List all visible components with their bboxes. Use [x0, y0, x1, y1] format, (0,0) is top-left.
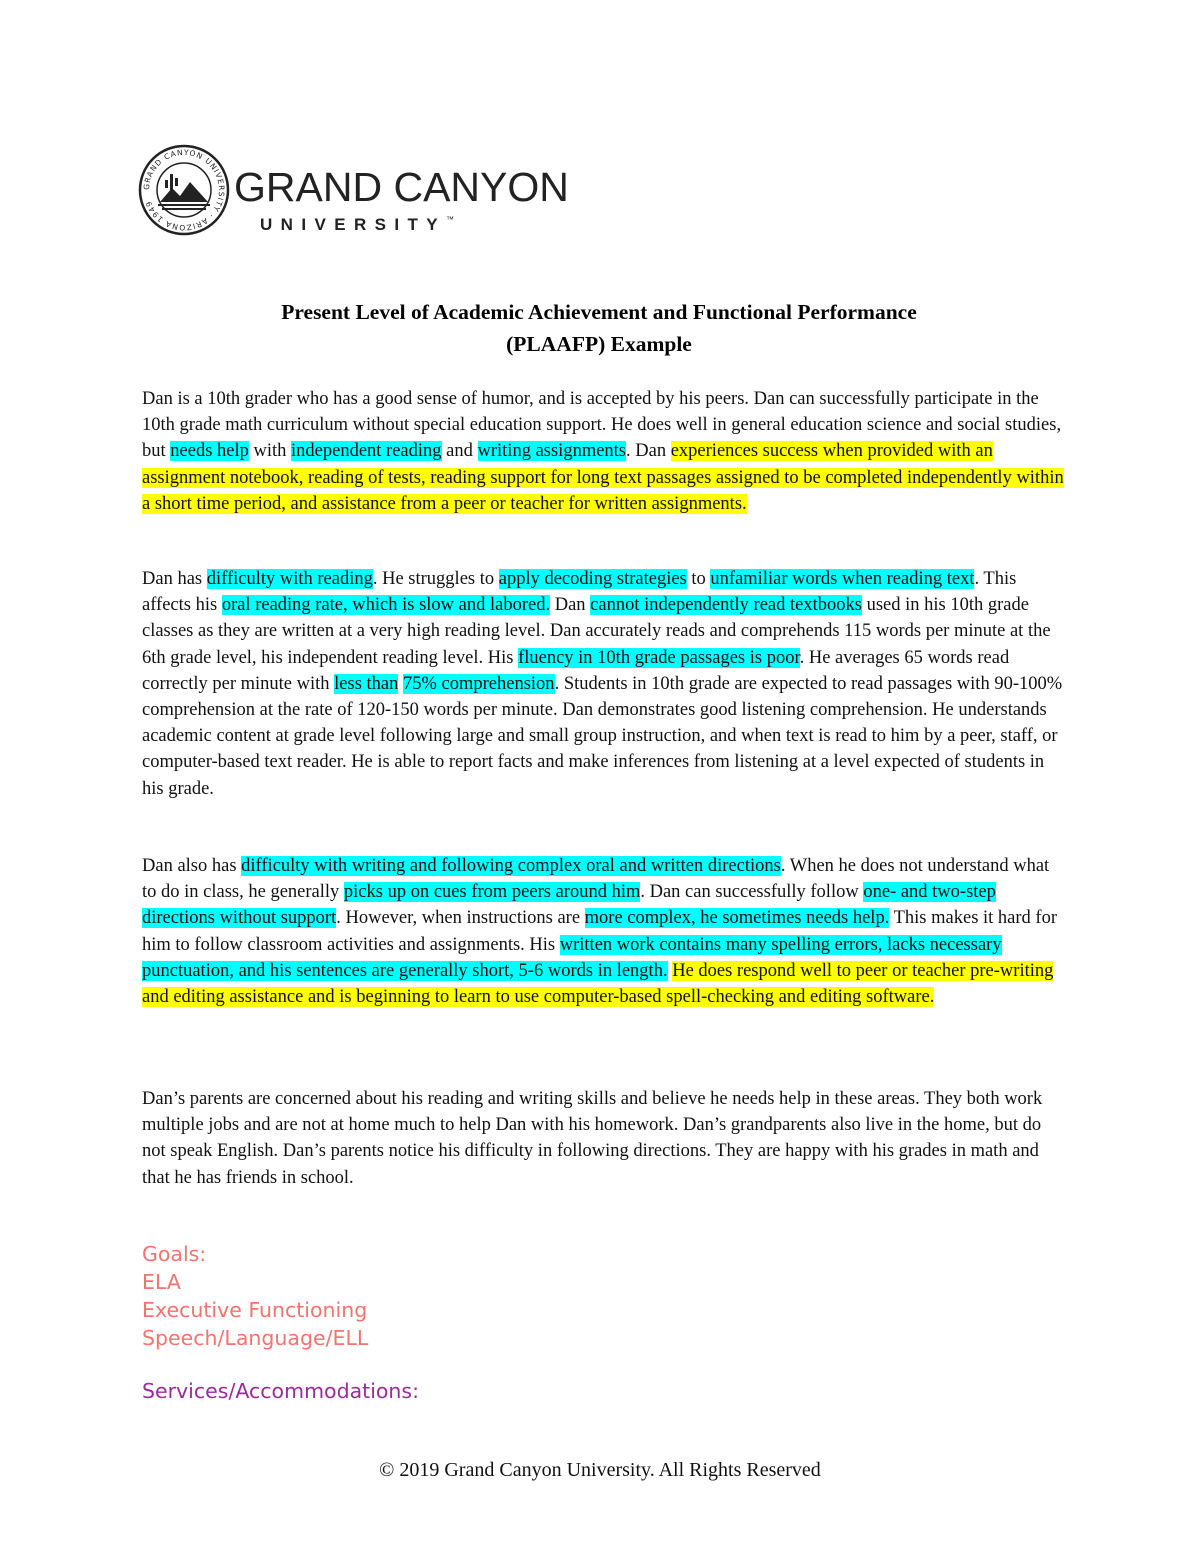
goal-item: ELA [142, 1270, 181, 1294]
goal-item: Executive Functioning [142, 1298, 368, 1322]
text-run: . When he does not understand what to do in class, he generally [142, 856, 1050, 903]
highlight-cyan: unfamiliar words when reading text [710, 569, 975, 589]
highlight-cyan: oral reading rate, which is slow and labored. [221, 595, 551, 616]
highlight-cyan: writing assignments [477, 441, 627, 462]
text-run: . This affects his [142, 569, 1017, 616]
text-run: . He averages 65 words read correctly per minute with [142, 647, 1010, 694]
highlight-cyan: less than [334, 673, 399, 694]
highlight-cyan: needs help [170, 441, 249, 462]
text-run: to [686, 569, 711, 589]
text-run: . Dan can successfully follow [640, 882, 864, 903]
services-heading: Services/Accommodations: [142, 1379, 420, 1403]
logo-title: GRAND CANYON [234, 164, 569, 210]
highlight-cyan: written work contains many spelling errors, lacks necessary punctuation, and his sentences are generally short, 5-6 words in length. [142, 934, 1002, 981]
text-run: Dan [550, 595, 591, 616]
highlight-cyan: picks up on cues from peers around him [343, 882, 641, 903]
title-line-1: Present Level of Academic Achievement and Functional Performance [281, 300, 917, 324]
highlight-cyan: difficulty with writing and following complex oral and written directions [241, 856, 781, 876]
title-line-2: (PLAAFP) Example [506, 332, 692, 356]
text-run: Dan is a 10th grader who has a good sense of humor, and is accepted by his peers. Dan can successfully participate in the 10th grade math curriculum without special education support. He does well in general education science and social studies, but [142, 389, 1062, 462]
highlight-yellow: experiences success when provided with an assignment notebook, reading of tests, reading support for long text passages assigned to be completed independently within a short time period, and assistance from a peer or teacher for written assignments. [142, 441, 1064, 514]
university-seal-icon [138, 144, 230, 236]
paragraph-4 [142, 1086, 1067, 1191]
goal-item: Speech/Language/ELL [142, 1326, 369, 1350]
copyright-footer: © 2019 Grand Canyon University. All Rights Reserved [379, 1459, 821, 1481]
document-title [140, 296, 1058, 360]
highlight-cyan: difficulty with reading [206, 569, 373, 589]
paragraph-1 [142, 386, 1067, 517]
text-run: Dan’s parents are concerned about his reading and writing skills and believe he needs help in these areas. They both work multiple jobs and are not at home much to help Dan with his homework. Dan’s grandparents also live in the home, but do not speak English. Dan’s parents notice his difficulty in following directions. They are happy with his grades in math and that he has friends in school. [142, 1089, 1043, 1188]
highlight-cyan: fluency in 10th grade passages is poor [518, 647, 800, 668]
highlight-cyan: 75% comprehension [403, 673, 555, 694]
text-run: . Students in 10th grade are expected to read passages with 90-100% comprehension at the rate of 120-150 words per minute. Dan demonstrates good listening comprehension. He understands academic content at grade level following large and small group instruction, and when text is read to him by a peer, staff, or computer-based text reader. He is able to report facts and make inferences from listening at a level expected of students in his grade. [142, 673, 1063, 799]
svg-text:GRAND CANYON UNIVERSITY · ARIZ: GRAND CANYON UNIVERSITY · ARIZONA 1949 [141, 147, 227, 233]
university-logo [138, 136, 569, 246]
text-run: . He struggles to [372, 569, 499, 589]
highlight-cyan: apply decoding strategies [498, 569, 687, 589]
paragraph-2 [142, 566, 1067, 802]
paragraph-3 [142, 853, 1067, 1010]
text-run: . Dan [626, 441, 671, 462]
text-run: used in his 10th grade classes as they are written at a very high reading level. Dan accurately reads and comprehends 115 words per minute at the 6th grade level, his independent reading level. His [142, 595, 1051, 668]
text-run: and [441, 441, 478, 462]
logo-subtitle: UNIVERSITY™ [260, 215, 455, 234]
highlight-cyan: independent reading [291, 441, 442, 462]
highlight-cyan: one- and two-step directions without support [142, 882, 996, 929]
goals-heading: Goals: [142, 1242, 207, 1266]
text-run: Dan has [142, 569, 207, 589]
highlight-yellow: He does respond well to peer or teacher pre-writing and editing assistance and is beginning to learn to use computer-based spell-checking and editing software. [142, 960, 1054, 1008]
text-run: This makes it hard for him to follow classroom activities and assignments. His [142, 908, 1057, 955]
text-run: with [248, 441, 292, 462]
goals-section [142, 1240, 368, 1352]
text-run: . However, when instructions are [336, 908, 585, 929]
highlight-cyan: more complex, he sometimes needs help. [584, 908, 890, 929]
text-run: Dan also has [142, 856, 242, 876]
highlight-cyan: cannot independently read textbooks [590, 595, 862, 616]
